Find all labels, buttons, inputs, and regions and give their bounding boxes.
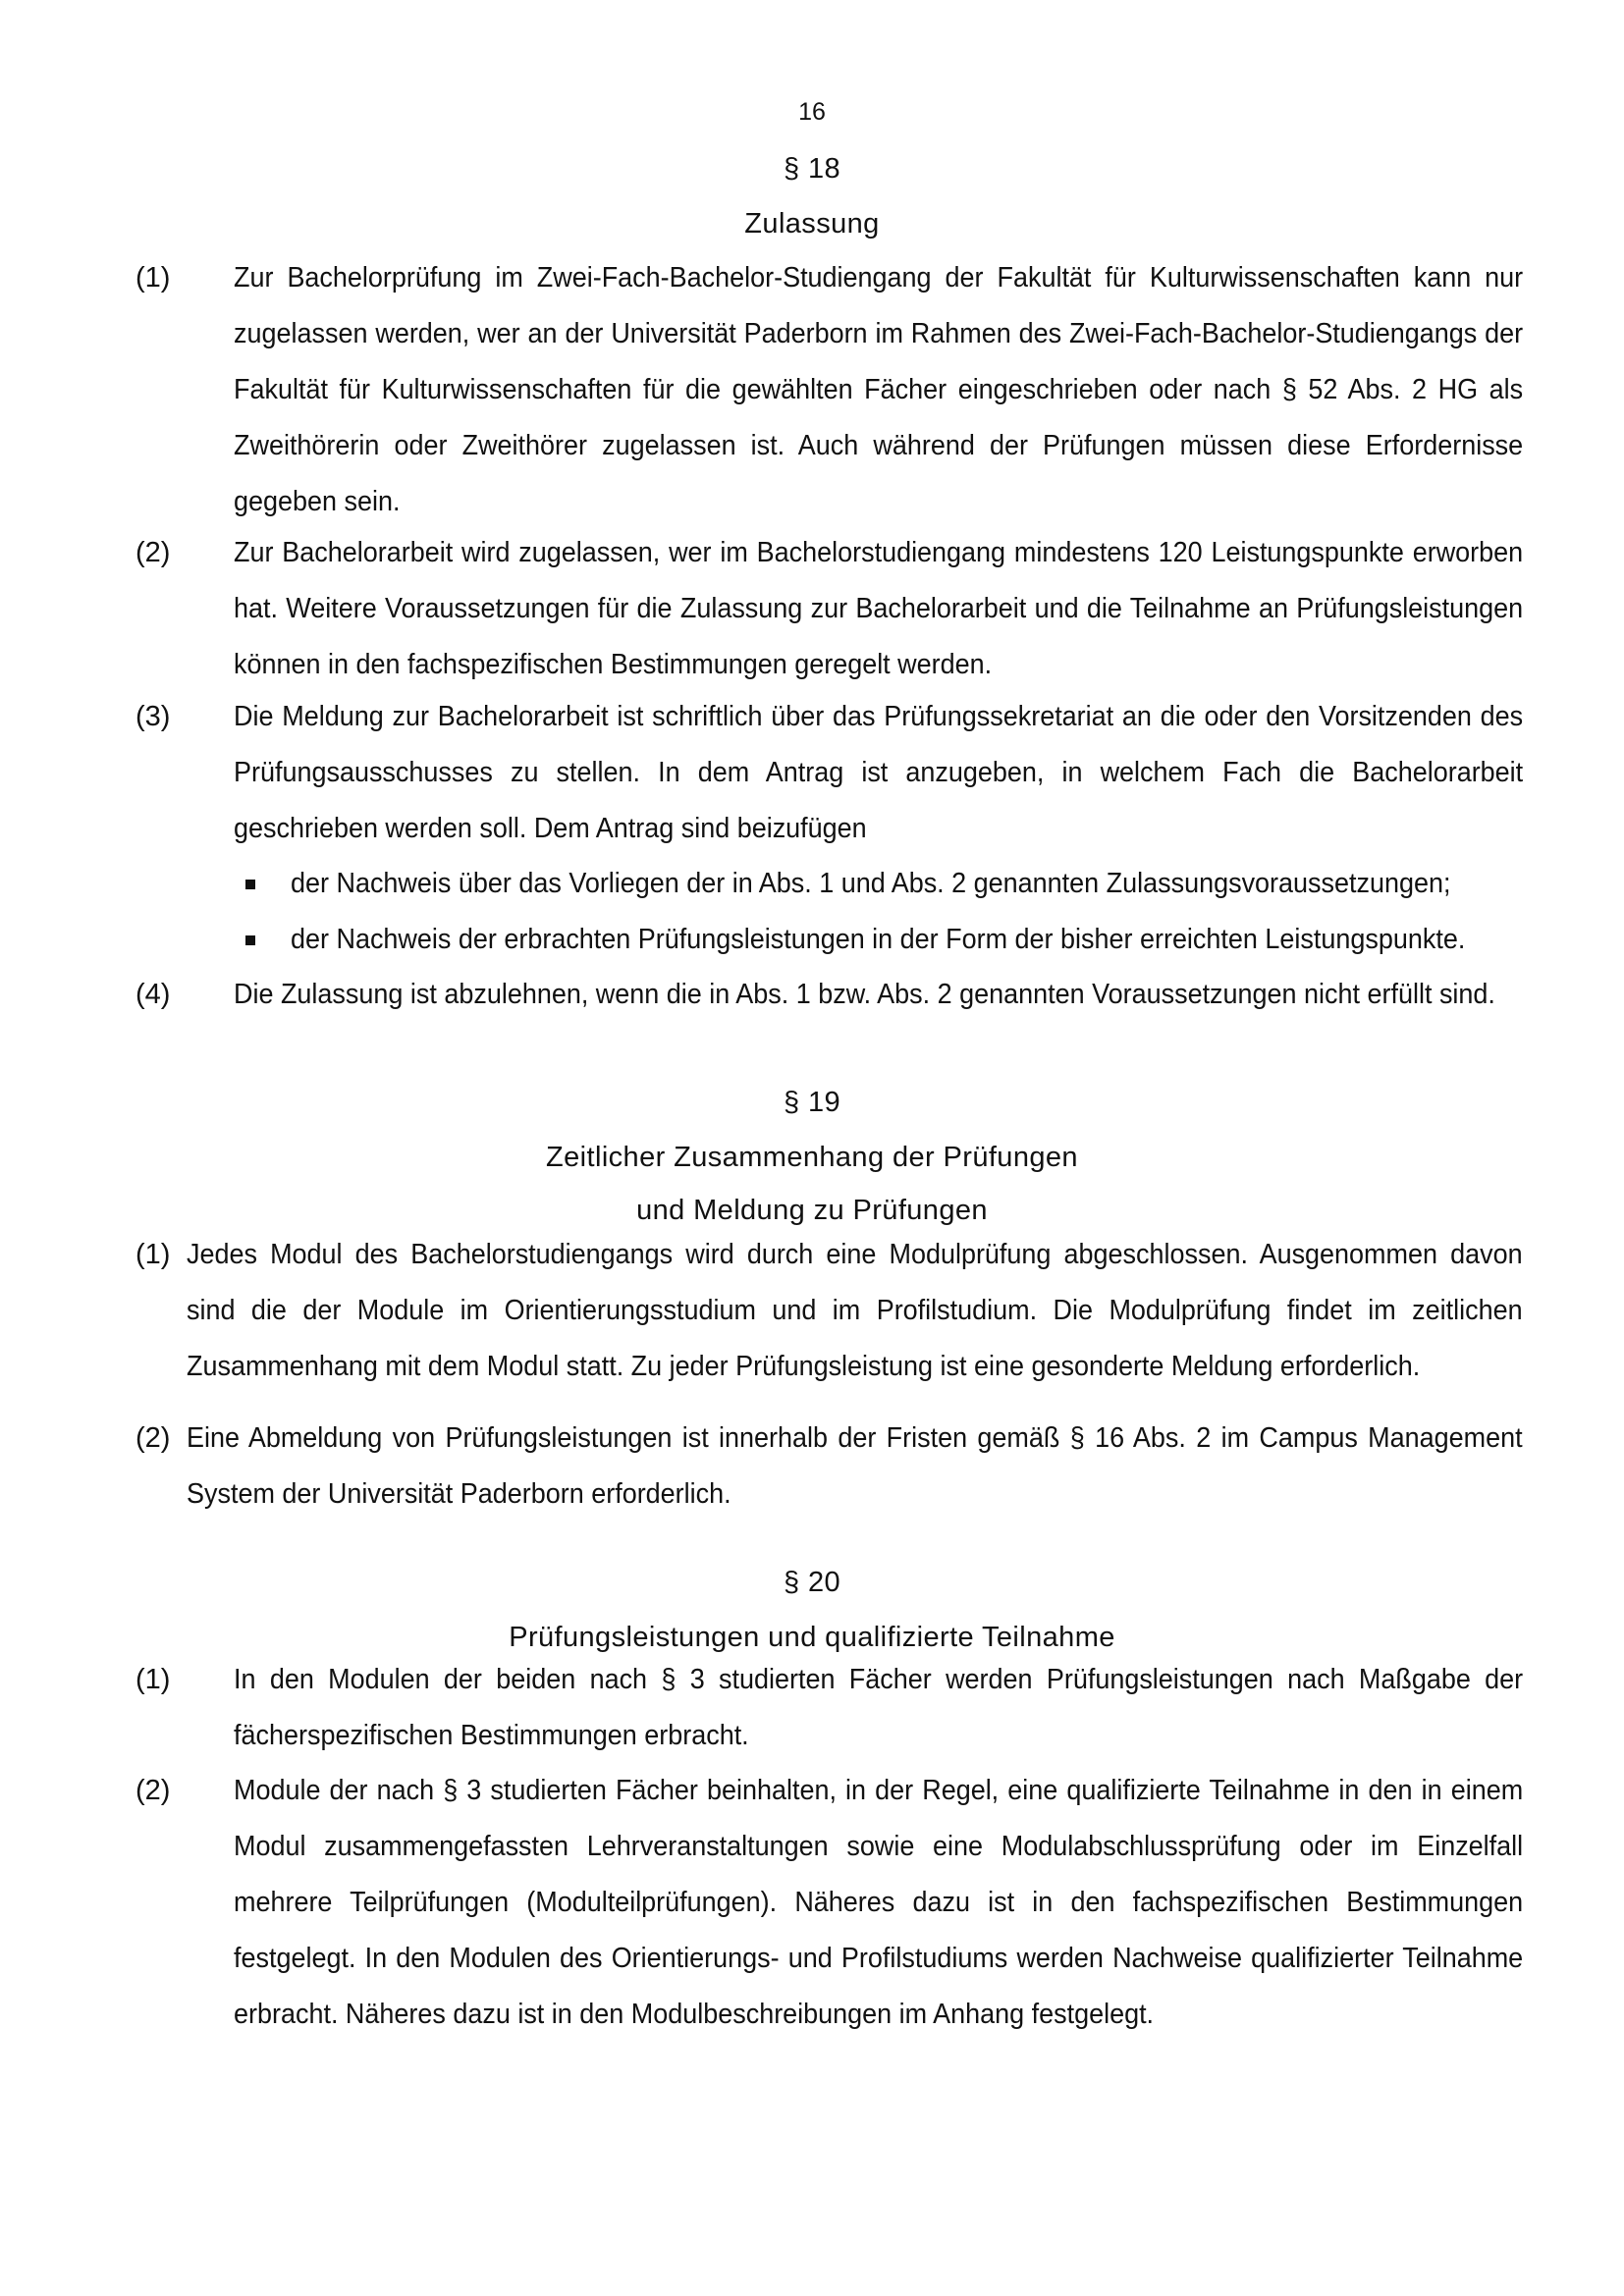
bullet-square-icon xyxy=(245,935,255,945)
section-18-paragraph-3 xyxy=(135,689,1524,857)
section-20-title: Prüfungsleistungen und qualifizierte Teilnahme xyxy=(509,1622,1115,1653)
paragraph-number: (1) xyxy=(135,1239,171,1270)
bullet-square-icon xyxy=(245,880,255,889)
paragraph-number: (1) xyxy=(135,1664,171,1695)
bullet-text: der Nachweis der erbrachten Prüfungsleistungen in der Form der bisher erreichten Leistungspunkte. xyxy=(291,924,1466,955)
paragraph-text: Zur Bachelorarbeit wird zugelassen, wer im Bachelorstudiengang mindestens 120 Leistungspunkte erworben hat. Weitere Voraussetzungen für die Zulassung zur Bachelorarbeit und die Teilnahme an Prüfungsleistungen können in den fachspezifischen Bestimmungen geregelt werden. xyxy=(234,537,1524,680)
paragraph-text: Jedes Modul des Bachelorstudiengangs wird durch eine Modulprüfung abgeschlossen. Ausgenommen davon sind die der Module im Orientierungsstudium und im Profilstudium. Die Modulprüfung findet im zeitlichen Zusammenhang mit dem Modul statt. Zu jeder Prüfungsleistung ist eine gesonderte Meldung erforderlich. xyxy=(187,1239,1523,1382)
section-20-paragraph-2 xyxy=(135,1763,1524,2043)
paragraph-text: Die Zulassung ist abzulehnen, wenn die in Abs. 1 bzw. Abs. 2 genannten Voraussetzungen nicht erfüllt sind. xyxy=(234,979,1495,1010)
bullet-text: der Nachweis über das Vorliegen der in Abs. 1 und Abs. 2 genannten Zulassungsvoraussetzungen; xyxy=(291,868,1451,899)
paragraph-number: (2) xyxy=(135,1422,171,1454)
paragraph-number: (4) xyxy=(135,979,171,1010)
section-20-paragraph-1 xyxy=(135,1652,1524,1764)
page-number: 16 xyxy=(798,98,826,126)
paragraph-number: (2) xyxy=(135,537,171,568)
section-18-number: § 18 xyxy=(783,153,841,185)
paragraph-number: (3) xyxy=(135,701,171,732)
paragraph-text: Zur Bachelorprüfung im Zwei-Fach-Bachelor-Studiengang der Fakultät für Kulturwissenschaften kann nur zugelassen werden, wer an der Universität Paderborn im Rahmen des Zwei-Fach-Bachelor-Studiengangs der Fakultät für Kulturwissenschaften für die gewählten Fächer eingeschrieben oder nach § 52 Abs. 2 HG als Zweithörerin oder Zweithörer zugelassen ist. Auch während der Prüfungen müssen diese Erfordernisse gegeben sein. xyxy=(234,262,1524,517)
section-19-paragraph-2 xyxy=(135,1411,1523,1522)
bullet-item xyxy=(245,856,1542,912)
paragraph-number: (1) xyxy=(135,262,171,294)
section-18-paragraph-3-bullet-list xyxy=(245,856,1542,968)
section-19-number: § 19 xyxy=(783,1087,841,1118)
section-20-number: § 20 xyxy=(783,1567,841,1598)
section-18-paragraph-4 xyxy=(135,967,1510,1079)
paragraph-text: Die Meldung zur Bachelorarbeit ist schriftlich über das Prüfungssekretariat an die oder den Vorsitzenden des Prüfungsausschusses zu stellen. In dem Antrag ist anzugeben, in welchem Fach die Bachelorarbeit geschrieben werden soll. Dem Antrag sind beizufügen xyxy=(234,701,1524,844)
section-18-paragraph-1 xyxy=(135,250,1524,530)
section-19-title-line-1: Zeitlicher Zusammenhang der Prüfungen xyxy=(546,1142,1078,1173)
section-19-title-line-2: und Meldung zu Prüfungen xyxy=(636,1195,988,1226)
paragraph-text: In den Modulen der beiden nach § 3 studierten Fächer werden Prüfungsleistungen nach Maßgabe der fächerspezifischen Bestimmungen erbracht. xyxy=(234,1664,1524,1751)
section-18-paragraph-2 xyxy=(135,525,1524,693)
paragraph-text: Module der nach § 3 studierten Fächer beinhalten, in der Regel, eine qualifizierte Teilnahme in den in einem Modul zusammengefassten Lehrveranstaltungen sowie eine Modulabschlussprüfung oder im Einzelfall mehrere Teilprüfungen (Modulteilprüfungen). Näheres dazu ist in den fachspezifischen Bestimmungen festgelegt. In den Modulen des Orientierungs- und Profilstudiums werden Nachweise qualifizierter Teilnahme erbracht. Näheres dazu ist in den Modulbeschreibungen im Anhang festgelegt. xyxy=(234,1775,1524,2030)
section-18-title: Zulassung xyxy=(744,208,880,240)
paragraph-text: Eine Abmeldung von Prüfungsleistungen ist innerhalb der Fristen gemäß § 16 Abs. 2 im Campus Management System der Universität Paderborn erforderlich. xyxy=(187,1422,1523,1510)
bullet-item xyxy=(245,912,1542,968)
section-19-paragraph-1 xyxy=(135,1227,1523,1395)
paragraph-number: (2) xyxy=(135,1775,171,1806)
